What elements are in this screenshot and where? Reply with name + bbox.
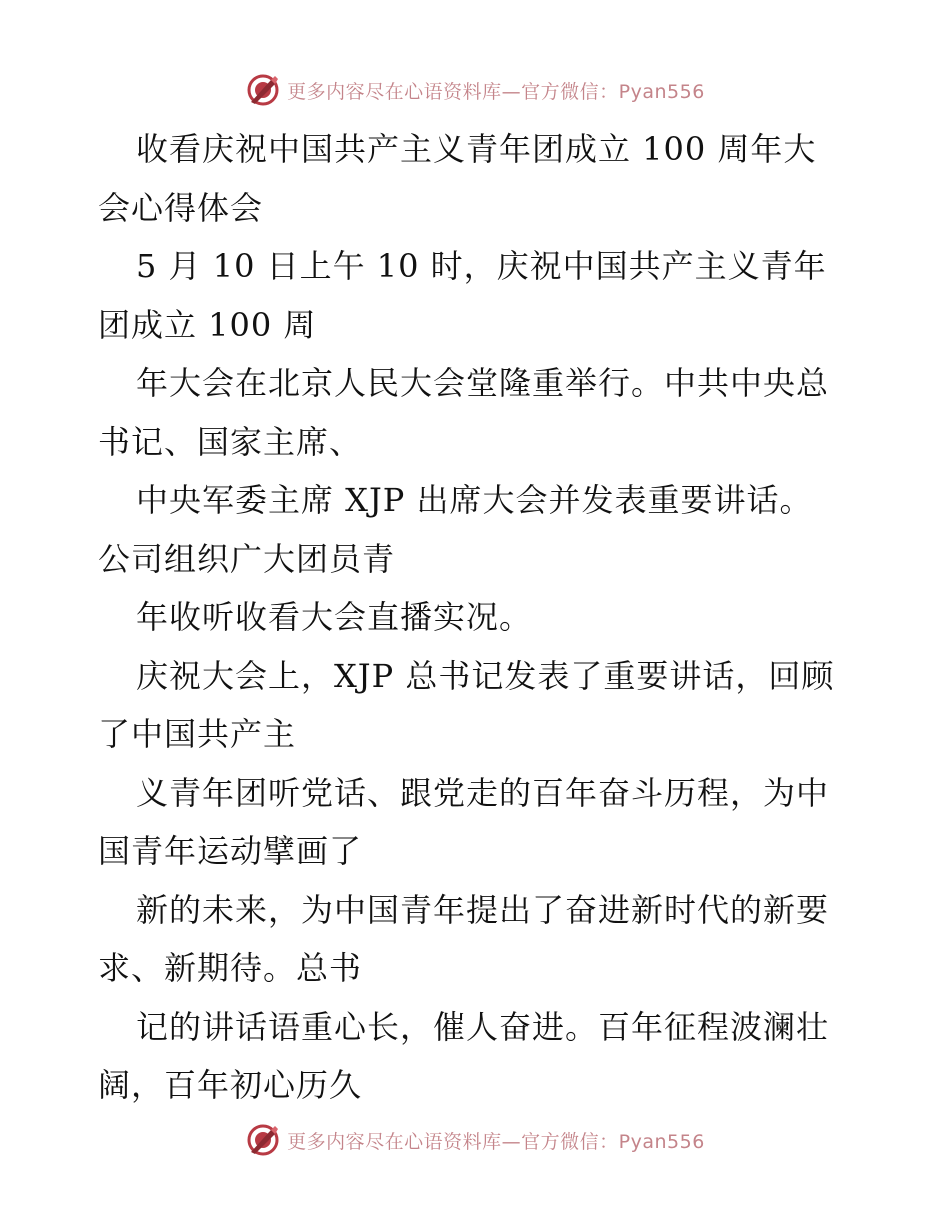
text-line: 团成立 100 周 <box>98 305 317 344</box>
text-line: 记的讲话语重心长，催人奋进。百年征程波澜壮 <box>136 1007 830 1046</box>
text-line: 国青年运动擘画了 <box>98 832 363 870</box>
text-line: 书记、国家主席、 <box>98 422 363 461</box>
text-line: 庆祝大会上，XJP 总书记发表了重要讲话，回顾 <box>136 656 835 695</box>
text-line: 了中国共产主 <box>98 715 297 753</box>
text-line: 公司组织广大团员青 <box>98 539 396 578</box>
watermark-text: 更多内容尽在心语资料库—官方微信：Pyan556 <box>287 1130 705 1153</box>
footer-watermark <box>0 1120 950 1160</box>
text-line: 新的未来，为中国青年提出了奋进新时代的新要 <box>136 890 830 929</box>
text-line: 中央军委主席 XJP 出席大会并发表重要讲话。 <box>136 481 813 519</box>
text-line: 义青年团听党话、跟党走的百年奋斗历程，为中 <box>136 773 830 812</box>
header-watermark <box>0 70 950 110</box>
text-line: 求、新期待。总书 <box>98 949 363 987</box>
text-line: 年收听收看大会直播实况。 <box>136 598 533 636</box>
text-line: 会心得体会 <box>98 188 264 227</box>
watermark-text: 更多内容尽在心语资料库—官方微信：Pyan556 <box>287 80 705 103</box>
text-line: 5 月 10 日上午 10 时，庆祝中国共产主义青年 <box>136 247 827 285</box>
document-body <box>98 120 858 1115</box>
text-line: 阔，百年初心历久 <box>98 1066 363 1104</box>
pen-circle-logo-icon <box>245 1122 281 1158</box>
text-line: 收看庆祝中国共产主义青年团成立 100 周年大 <box>136 130 817 168</box>
pen-circle-logo-icon <box>245 72 281 108</box>
text-line: 年大会在北京人民大会堂隆重举行。中共中央总 <box>136 364 830 402</box>
